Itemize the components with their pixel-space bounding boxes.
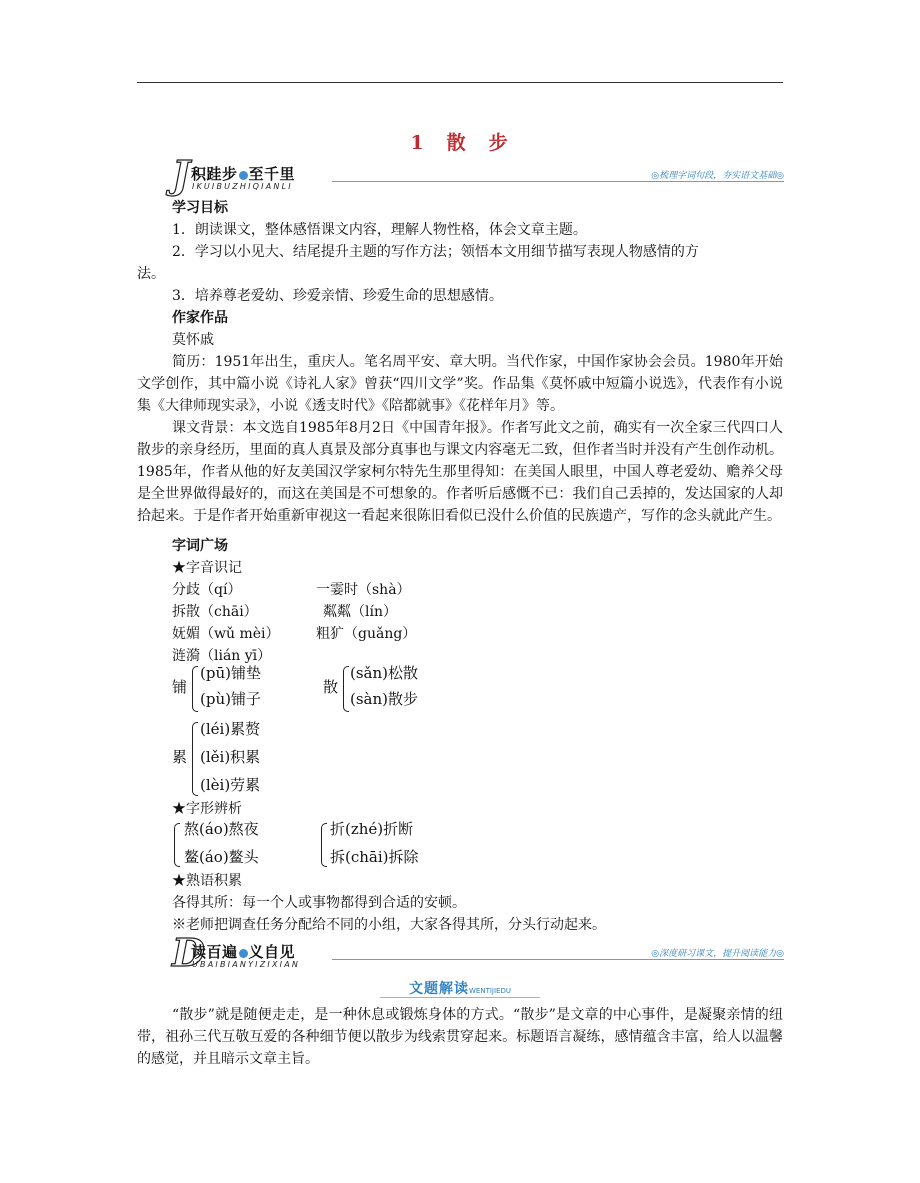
word-pair-right: 粗犷（guǎng）: [316, 626, 417, 642]
sound-heading: ★字音识记: [172, 560, 242, 576]
shape-item: 鳌(áo)鳌头: [184, 848, 259, 866]
idiom-heading: ★熟语积累: [172, 873, 242, 889]
word-pair-left: 妩媚（wǔ mèi）: [172, 626, 280, 642]
section-subheading: [0, 978, 920, 998]
word-pair-left: 分歧（qí）: [172, 582, 242, 598]
goal-item: 1．朗读课文，整体感悟课文内容，理解人物性格，体会文章主题。: [172, 222, 587, 238]
shape-item: 熬(áo)熬夜: [184, 820, 259, 838]
goal-item: 2．学习以小见大、结尾提升主题的写作方法；领悟本文用细节描写表现人物感情的方: [172, 244, 699, 260]
banner-pinyin: IKUIBUZHIQIANLI: [192, 182, 293, 191]
dot-icon: [239, 171, 248, 180]
shape-item: 折(zhé)折断: [330, 820, 414, 838]
poly-item: (léi)累赘: [200, 720, 261, 738]
poly-item: (pù)铺子: [200, 690, 261, 708]
banner-rule: [332, 959, 784, 960]
banner-heading: 读百遍 义自见: [191, 943, 296, 961]
author-heading: 作家作品: [172, 310, 228, 326]
author-name: 莫怀戚: [172, 332, 214, 348]
shape-item: 拆(chāi)拆除: [330, 848, 419, 866]
poly-item: (lěi)积累: [200, 748, 261, 766]
poly-item: (pū)铺垫: [200, 664, 261, 682]
top-rule: [137, 82, 783, 83]
author-background: 课文背景：本文选自1985年8月2日《中国青年报》。作者写此文之前，确实有一次全家三代四口人散步的亲身经历，里面的真人真景及部分真事也与课文内容毫无二致，但作者当时并没有产生创作动机。1985年，作者从他的好友美国汉学家柯尔特先生那里得知：在美国人眼里，中国人尊老爱幼、赡养父母是全世界做得最好的，而这在美国是不可想象的。作者听后感慨不已：我们自己丢掉的，发达国家的人却拾起来。于是作者开始重新审视这一看起来很陈旧看似已没什么价值的民族遗产，写作的念头就此产生。: [137, 420, 783, 524]
word-pair-right: 粼粼（lín）: [323, 604, 397, 620]
goal-item: 法。: [137, 266, 165, 282]
brace: [174, 823, 180, 867]
banner-tagline: ◎梳理字词句段，夯实语文基础◎: [651, 171, 784, 181]
poly-item: (sàn)散步: [350, 690, 419, 708]
goal-item: 3．培养尊老爱幼、珍爱亲情、珍爱生命的思想感情。: [172, 288, 503, 304]
words-heading: 字词广场: [172, 538, 228, 554]
poly-item: (lèi)劳累: [200, 776, 261, 794]
page-title: 1 散 步: [410, 132, 510, 154]
banner-pinyin: UBAIBIANYIZIXIAN: [192, 960, 301, 969]
idiom-definition: 各得其所：每一个人或事物都得到合适的安顿。: [172, 895, 466, 911]
section-subheading-text: 文题解读: [409, 981, 469, 997]
section-banner-reading: [172, 930, 784, 975]
word-pair-left: 涟漪（lián yī）: [172, 648, 272, 664]
banner-heading: 积跬步 至千里: [191, 165, 296, 183]
banner-initial-letter: D: [172, 930, 205, 975]
banner-rule: [332, 181, 784, 182]
brace: [343, 666, 349, 712]
poly-char: 散: [323, 678, 339, 696]
banner-tagline: ◎深度研习课文，提升阅读能力◎: [651, 949, 784, 959]
poly-char: 累: [172, 748, 188, 766]
shape-heading: ★字形辨析: [172, 801, 242, 817]
brace: [321, 823, 327, 867]
poly-char: 铺: [172, 678, 188, 696]
word-pair-left: 拆散（chāi）: [172, 604, 258, 620]
title-interpretation: “散步”就是随便走走，是一种休息或锻炼身体的方式。“散步”是文章的中心事件，是凝聚亲情的纽带，祖孙三代互敬互爱的各种细节便以散步为线索贯穿起来。标题语言凝练，感情蕴含丰富，给人以温馨的感觉，并且暗示文章主旨。: [137, 1007, 783, 1067]
idiom-example: ※老师把调查任务分配给不同的小组，大家各得其所，分头行动起来。: [172, 917, 606, 933]
section-banner-accumulate: [172, 152, 784, 197]
word-pair-right: 一霎时（shà）: [316, 582, 411, 598]
subheading-rule: [380, 997, 540, 998]
dot-icon: [239, 949, 248, 958]
section-subheading-pinyin: WENTIJIEDU: [469, 987, 511, 995]
goals-heading: 学习目标: [172, 200, 228, 216]
poly-item: (sǎn)松散: [350, 664, 419, 682]
banner-initial-letter: J: [172, 152, 190, 197]
brace: [192, 722, 198, 796]
author-bio: 简历：1951年出生，重庆人。笔名周平安、章大明。当代作家，中国作家协会会员。1980年开始文学创作，其中篇小说《诗礼人家》曾获“四川文学”奖。作品集《莫怀戚中短篇小说选》，代表作有小说集《大律师现实录》，小说《透支时代》《陪都就事》《花样年月》等。: [137, 354, 783, 414]
brace: [192, 666, 198, 712]
